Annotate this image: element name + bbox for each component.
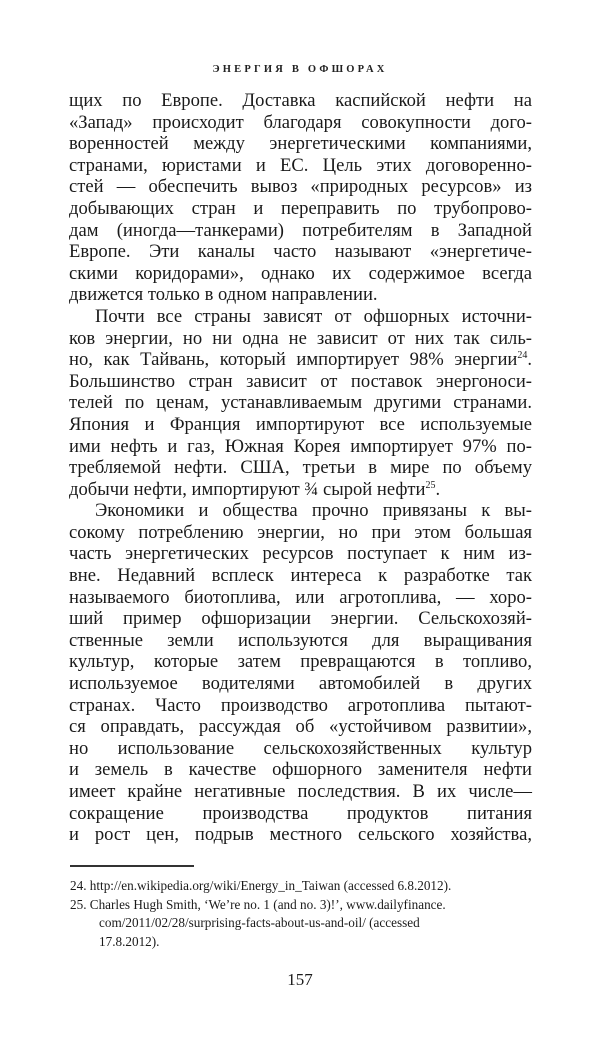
line-text: Европе. Эти каналы часто называют «энергетиче-	[69, 241, 532, 263]
line-text: ся оправдать, рассуждая об «устойчивом развитии»,	[69, 716, 532, 738]
text-line	[69, 608, 532, 630]
text-line	[69, 176, 532, 198]
text-line	[69, 522, 532, 544]
text-line	[69, 155, 532, 177]
line-text: .	[527, 349, 532, 371]
text-line	[69, 392, 532, 414]
text-line	[69, 414, 532, 436]
text-line	[69, 457, 532, 479]
text-line	[69, 241, 532, 263]
text-line	[69, 587, 532, 609]
line-text: щих по Европе. Доставка каспийской нефти на	[69, 90, 532, 111]
text-line	[69, 133, 532, 155]
text-line	[69, 436, 532, 458]
line-text: Почти все страны зависят от офшорных источни-	[95, 305, 532, 327]
paragraph	[69, 306, 532, 500]
line-text: вне. Недавний всплеск интереса к разработке так	[69, 565, 532, 587]
text-line	[69, 306, 532, 328]
text-line	[69, 695, 532, 717]
text-line	[69, 112, 532, 134]
footnote	[70, 877, 532, 896]
page-number: 157	[287, 970, 313, 989]
text-line	[69, 781, 532, 803]
line-text: называемого биотоплива, или агротоплива, — хоро-	[69, 586, 532, 608]
text-line	[69, 263, 532, 285]
line-text: Большинство стран зависит от поставок энергоноси-	[69, 370, 532, 392]
text-line	[69, 565, 532, 587]
text-line	[69, 479, 532, 501]
line-text: но, как Тайвань, который импортирует 98% энергии	[69, 349, 518, 371]
text-line	[69, 284, 532, 306]
line-text: странах. Часто производство агротоплива пытают-	[69, 694, 532, 716]
footnote-divider	[70, 865, 194, 867]
text-line	[69, 630, 532, 652]
line-text: добычи нефти, импортируют ¾ сырой нефти	[69, 478, 426, 500]
line-text: воренностей между энергетическими компаниями,	[69, 133, 532, 155]
line-text: используемое водителями автомобилей в других	[69, 673, 532, 695]
text-line	[69, 349, 532, 371]
line-text: скими коридорами», однако их содержимое всегда	[69, 262, 532, 284]
paragraph	[69, 90, 532, 306]
text-line	[69, 651, 532, 673]
text-line	[69, 371, 532, 393]
line-text: сокому потреблению энергии, но при этом большая	[69, 521, 532, 543]
line-text: сокращение производства продуктов питания	[69, 802, 532, 824]
line-text: странами, юристами и ЕС. Цель этих договоренно-	[69, 154, 532, 176]
text-line	[69, 328, 532, 350]
line-text: добывающих стран и переправить по трубопрово-	[69, 197, 532, 219]
line-text: «Запад» происходит благодаря совокупности дого-	[69, 111, 532, 133]
running-head: ЭНЕРГИЯ В ОФШОРАХ	[212, 64, 388, 75]
line-text: телей по ценам, устанавливаемым другими странами.	[69, 392, 532, 414]
line-text: требляемой нефти. США, третьи в мире по объему	[69, 457, 532, 479]
line-text: часть энергетических ресурсов поступает к ним из-	[69, 543, 532, 565]
footnotes	[70, 877, 532, 951]
line-text: имеет крайне негативные последствия. В их числе—	[69, 781, 532, 802]
footnote-line: 17.8.2012).	[99, 933, 160, 949]
text-line	[69, 716, 532, 738]
line-text: Экономики и общества прочно привязаны к вы-	[95, 500, 532, 522]
line-text: ственные земли используются для выращивания	[69, 629, 532, 651]
paragraph	[69, 500, 532, 846]
text-line	[69, 90, 532, 112]
text-line	[69, 759, 532, 781]
line-text: ший пример офшоризации энергии. Сельскохозяй-	[69, 608, 532, 630]
line-text: ими нефть и газ, Южная Корея импортирует 97% по-	[69, 435, 532, 457]
line-text: ков энергии, но ни одна не зависит от них так силь-	[69, 327, 532, 349]
line-text: .	[435, 478, 441, 500]
footnote	[70, 896, 532, 952]
footnote-ref[interactable]: 24	[517, 350, 528, 362]
footnote-ref[interactable]: 25	[425, 479, 436, 491]
footnote-line: com/2011/02/28/surprising-facts-about-us-and-oil/ (accessed	[99, 915, 420, 930]
body-text	[69, 90, 532, 846]
line-text: стей — обеспечить вывоз «природных ресурсов» из	[69, 176, 532, 198]
text-line	[69, 543, 532, 565]
line-text: и рост цен, подрыв местного сельского хозяйства,	[69, 824, 532, 846]
line-text: культур, которые затем превращаются в топливо,	[69, 651, 532, 673]
text-line	[69, 824, 532, 846]
text-line	[69, 220, 532, 242]
text-line	[69, 803, 532, 825]
text-line	[69, 738, 532, 760]
line-text: но использование сельскохозяйственных культур	[69, 737, 532, 759]
text-line	[69, 673, 532, 695]
line-text: движется только в одном направлении.	[69, 284, 378, 306]
line-text: и земель в качестве офшорного заменителя нефти	[69, 759, 532, 781]
footnote-line: 25. Charles Hugh Smith, ‘We’re no. 1 (and no. 3)!’, www.dailyfinance.	[70, 896, 446, 912]
text-line	[69, 500, 532, 522]
text-line	[69, 198, 532, 220]
line-text: Япония и Франция импортируют все используемые	[69, 413, 532, 435]
line-text: дам (иногда—танкерами) потребителям в Западной	[69, 219, 532, 241]
footnote-line: 24. http://en.wikipedia.org/wiki/Energy_in_Taiwan (accessed 6.8.2012).	[70, 878, 452, 893]
